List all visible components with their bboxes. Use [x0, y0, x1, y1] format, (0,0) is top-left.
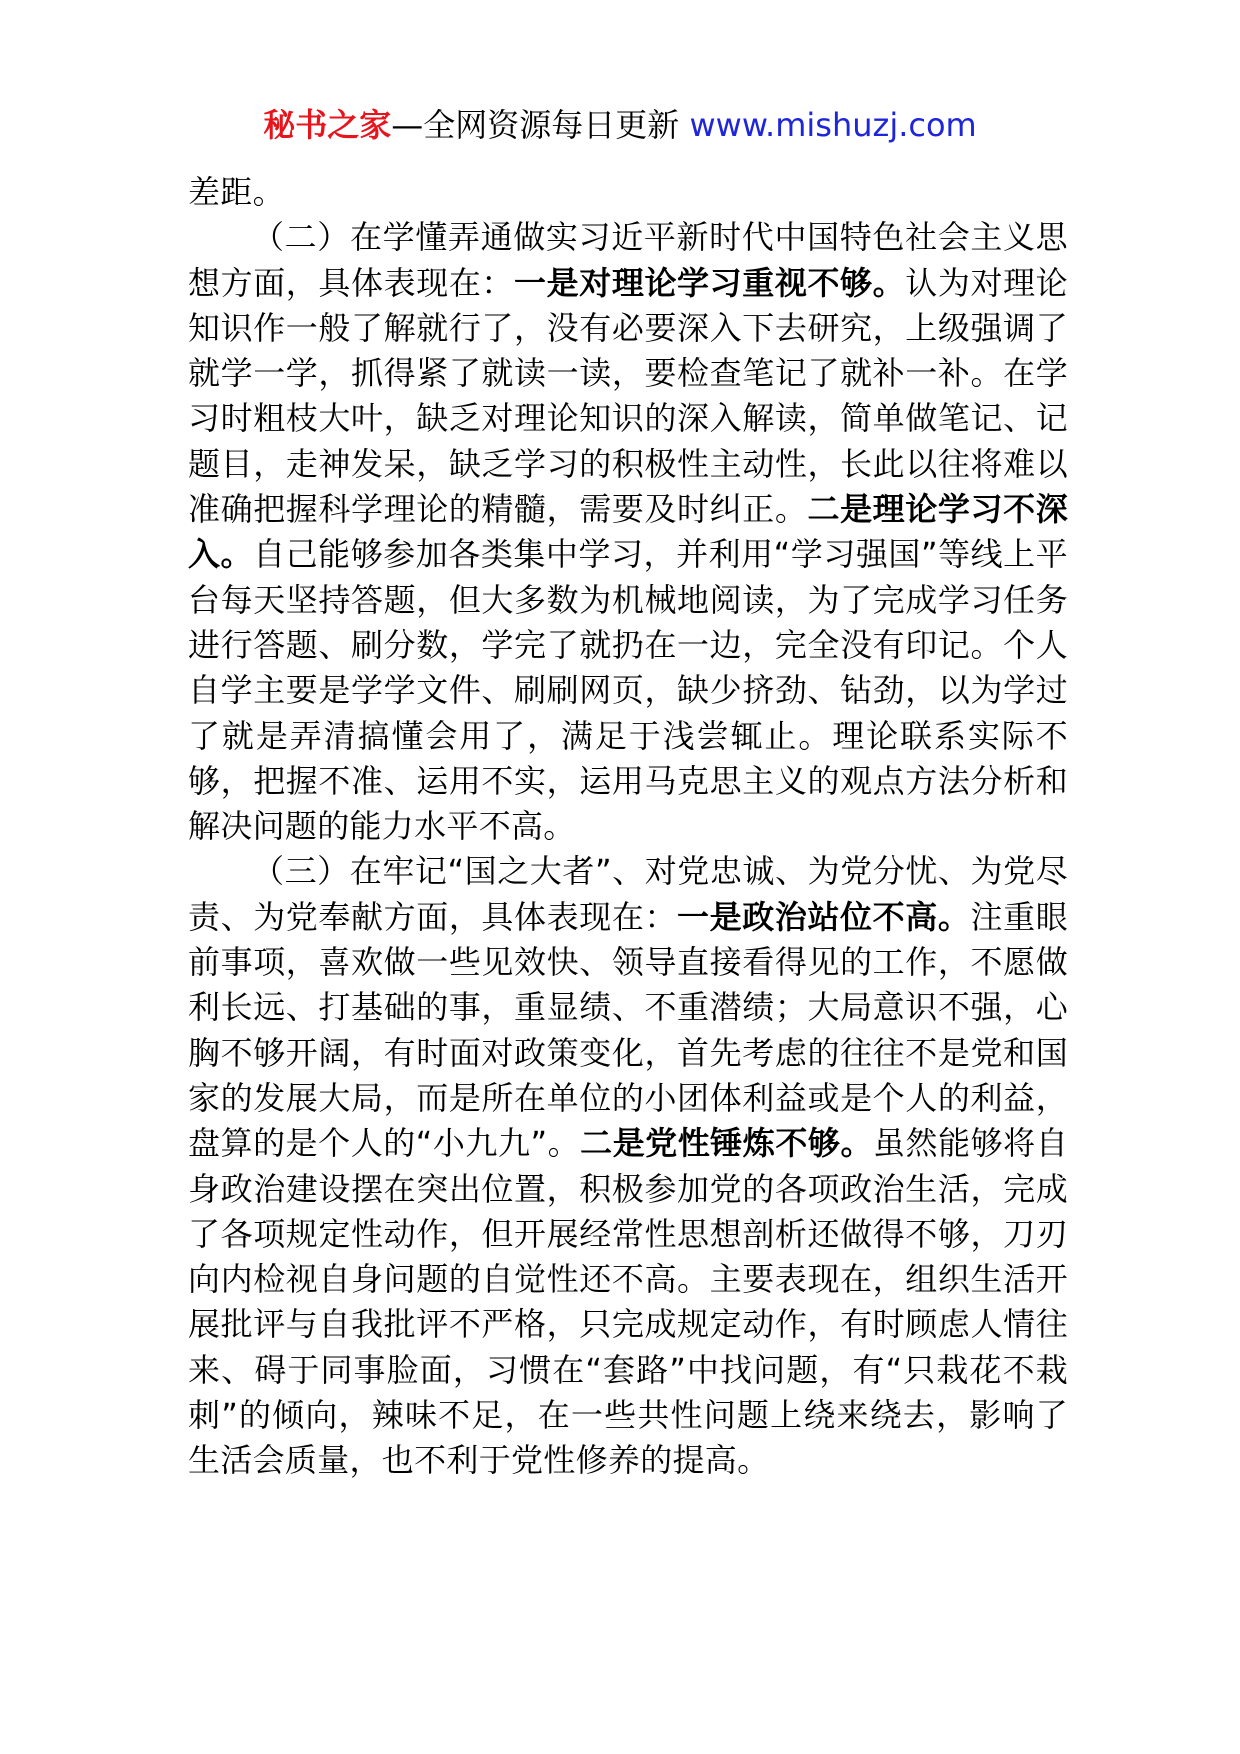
section-heading: （三）在牢记“国之大者”、对党忠诚、为党分忧、为党尽责、为党奉献方面，具体表现在： [188, 852, 1068, 936]
site-name: 秘书之家 [263, 106, 392, 144]
section-heading: （二）在学懂弄通做实习近平新时代中国特色社会主义思想方面，具体表现在： [188, 218, 1068, 302]
site-url-link[interactable]: www.mishuzj.com [689, 106, 977, 144]
paragraph-section-2 [188, 215, 1068, 849]
point-body: 自己能够参加各类集中学习，并利用“学习强国”等线上平台每天坚持答题，但大多数为机械地阅读，为了完成学习任务进行答题、刷分数，学完了就扔在一边，完全没有印记。个人自学主要是学学文件、刷刷网页，缺少挤劲、钻劲，以为学过了就是弄清搞懂会用了，满足于浅尝辄止。理论联系实际不够，把握不准、运用不实，运用马克思主义的观点方法分析和解决问题的能力水平不高。 [188, 535, 1068, 846]
paragraph-section-3 [188, 849, 1068, 1483]
point-title: 一是对理论学习重视不够。 [514, 263, 906, 302]
page-header [0, 100, 1240, 150]
paragraph-continuation: 差距。 [188, 173, 285, 211]
point-title: 一是政治站位不高。 [677, 897, 971, 936]
point-body: 注重眼前事项，喜欢做一些见效快、领导直接看得见的工作，不愿做利长远、打基础的事，重显绩、不重潜绩；大局意识不强，心胸不够开阔，有时面对政策变化，首先考虑的往往不是党和国家的发展大局，而是所在单位的小团体利益或是个人的利益，盘算的是个人的“小九九”。 [188, 897, 1068, 1163]
document-body [188, 170, 1068, 1484]
point-body: 认为对理论知识作一般了解就行了，没有必要深入下去研究，上级强调了就学一学，抓得紧了就读一读，要检查笔记了就补一补。在学习时粗枝大叶，缺乏对理论知识的深入解读，简单做笔记、记题目，走神发呆，缺乏学习的积极性主动性，长此以往将难以准确把握科学理论的精髓，需要及时纠正。 [188, 263, 1068, 529]
point-title: 二是理论学习不深入。 [188, 490, 1068, 574]
point-title: 二是党性锤炼不够。 [580, 1124, 873, 1163]
header-tagline: —全网资源每日更新 [391, 106, 690, 144]
point-body: 虽然能够将自身政治建设摆在突出位置，积极参加党的各项政治生活，完成了各项规定性动作，但开展经常性思想剖析还做得不够，刀刃向内检视自身问题的自觉性还不高。主要表现在，组织生活开展批评与自我批评不严格，只完成规定动作，有时顾虑人情往来、碍于同事脸面，习惯在“套路”中找问题，有“只栽花不栽刺”的倾向，辣味不足，在一些共性问题上绕来绕去，影响了生活会质量，也不利于党性修养的提高。 [188, 1124, 1068, 1480]
